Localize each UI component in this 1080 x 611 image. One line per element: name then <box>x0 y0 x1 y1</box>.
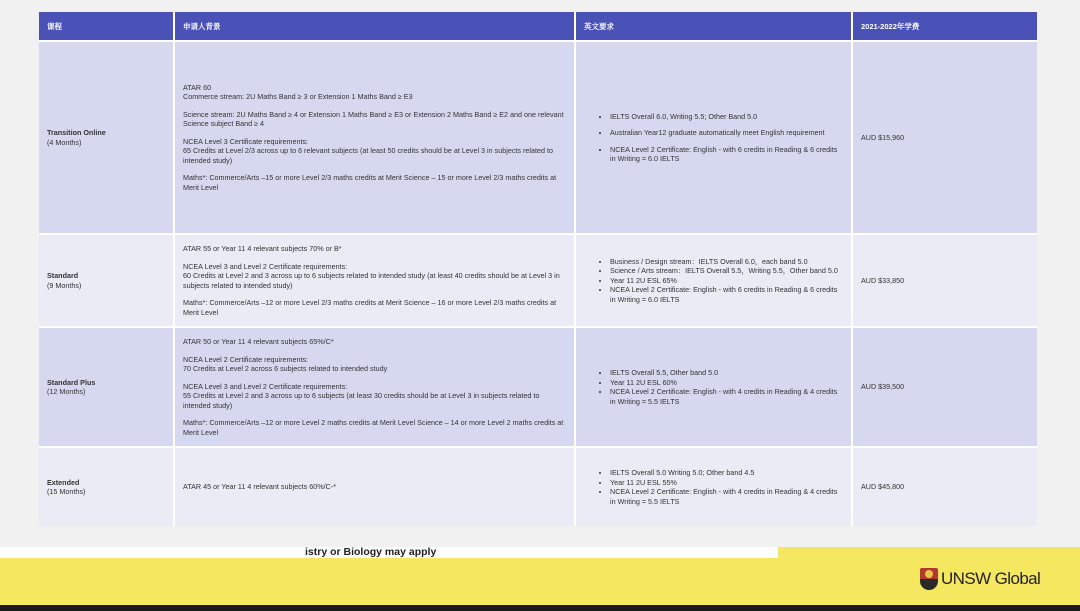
english-list <box>584 257 843 305</box>
course-cell <box>39 234 174 327</box>
background-text: Maths*: Commerce/Arts –12 or more Level 2/3 maths credits at Merit Science – 16 or more Level 2/3 maths credits at Merit Level <box>183 298 557 317</box>
english-list <box>584 112 843 164</box>
header-course: 课程 <box>39 12 174 41</box>
footer-note <box>305 547 436 558</box>
list-item: • NCEA Level 2 Certificate: English - with 4 credits in Reading & 4 credits in Writing = 5.5 IELTS <box>610 387 843 406</box>
background-text: NCEA Level 3 and Level 2 Certificate requirements: 60 Credits at Level 2 and 3 across up to 6 subjects related to intended study (at least 40 credits should be at Level 3 in subjects related to intended study) <box>183 261 560 290</box>
list-item: • NCEA Level 2 Certificate: English - with 6 credits in Reading & 6 credits in Writing = 6.0 IELTS <box>610 145 843 164</box>
english-cell <box>575 327 852 447</box>
logo-text: UNSW Global <box>941 569 1041 588</box>
fee-cell: AUD $45,800 <box>852 447 1037 526</box>
course-name: Standard Plus <box>47 377 96 387</box>
list-item: • NCEA Level 2 Certificate: English - with 4 credits in Reading & 4 credits in Writing = 5.5 IELTS <box>610 487 843 506</box>
unsw-global-logo <box>920 566 1040 592</box>
background-text: ATAR 60 Commerce stream: 2U Maths Band ≥ 3 or Extension 1 Maths Band ≥ E3 <box>183 82 413 102</box>
table-row <box>39 41 1037 234</box>
background-cell <box>174 327 575 447</box>
course-duration: (12 Months) <box>47 387 86 396</box>
course-duration: (9 Months) <box>47 280 82 290</box>
list-item: • NCEA Level 2 Certificate: English - with 6 credits in Reading & 6 credits in Writing = 6.0 IELTS <box>610 285 843 304</box>
footer-banner <box>0 547 1080 605</box>
background-text: ATAR 45 or Year 11 4 relevant subjects 60%/C-* <box>183 482 337 492</box>
course-name: Transition Online <box>47 128 106 137</box>
fee-cell: AUD $15,960 <box>852 41 1037 234</box>
english-cell <box>575 41 852 234</box>
list-item: • Year 11 2U ESL 55% <box>610 478 843 488</box>
requirements-table <box>39 12 1037 526</box>
list-item: • IELTS Overall 5.5, Other band 5.0 <box>610 368 843 378</box>
requirements-table-container <box>39 12 1037 526</box>
english-cell <box>575 234 852 327</box>
course-cell <box>39 41 174 234</box>
course-cell <box>39 327 174 447</box>
background-text: Science stream: 2U Maths Band ≥ 4 or Extension 1 Maths Band ≥ E3 or Extension 2 Maths Band ≥ E2 and one relevant Science subject Band ≥ 4 <box>183 109 564 129</box>
background-text: NCEA Level 2 Certificate requirements: 70 Credits at Level 2 across 6 subjects related to intended study <box>183 354 388 373</box>
background-text: NCEA Level 3 and Level 2 Certificate requirements: 55 Credits at Level 2 and 3 across up to 6 subjects (at least 30 credits should be at Level 3 in subjects related to intended study) <box>183 381 540 410</box>
table-row <box>39 327 1037 447</box>
header-background: 申请人背景 <box>174 12 575 41</box>
list-item: • Science / Arts stream：IELTS Overall 5.5，Writing 5.5，Other band 5.0 <box>610 266 843 276</box>
english-list <box>584 368 843 406</box>
table-row <box>39 234 1037 327</box>
footer-note-text: istry or Biology may apply <box>305 546 437 558</box>
list-item: • IELTS Overall 6.0, Writing 5.5; Other Band 5.0 <box>610 112 843 122</box>
table-header-row <box>39 12 1037 41</box>
fee-cell: AUD $39,500 <box>852 327 1037 447</box>
course-name: Standard <box>47 271 79 280</box>
course-cell <box>39 447 174 526</box>
background-cell <box>174 41 575 234</box>
course-name: Extended <box>47 477 80 487</box>
background-text: ATAR 50 or Year 11 4 relevant subjects 65%/C* <box>183 337 334 346</box>
english-cell <box>575 447 852 526</box>
english-list <box>584 468 843 506</box>
list-item: • Business / Design stream：IELTS Overall 6.0，each band 5.0 <box>610 257 843 267</box>
list-item: • Australian Year12 graduate automatically meet English requirement <box>610 128 843 138</box>
background-text: Maths*: Commerce/Arts –15 or more Level 2/3 maths credits at Merit Science – 15 or more Level 2/3 maths credits at Merit Level <box>183 173 557 192</box>
list-item: • Year 11 2U ESL 65% <box>610 276 843 286</box>
header-fee: 2021-2022年学费 <box>852 12 1037 41</box>
list-item: • Year 11 2U ESL 60% <box>610 378 843 388</box>
background-text: NCEA Level 3 Certificate requirements: 65 Credits at Level 2/3 across up to 6 relevant subjects (at least 50 credits should be at Level 3 in subjects related to intended study) <box>183 136 553 165</box>
crest-icon <box>920 568 938 590</box>
list-item: • IELTS Overall 5.0 Writing 5.0; Other band 4.5 <box>610 468 843 478</box>
background-cell <box>174 447 575 526</box>
background-text: Maths*: Commerce/Arts –12 or more Level 2 maths credits at Merit Level Science – 14 or more Level 2 maths credits at Merit Level <box>183 418 564 437</box>
background-cell <box>174 234 575 327</box>
table-row <box>39 447 1037 526</box>
bottom-bar <box>0 605 1080 611</box>
course-duration: (15 Months) <box>47 487 86 496</box>
fee-cell: AUD $33,850 <box>852 234 1037 327</box>
background-text: ATAR 55 or Year 11 4 relevant subjects 70% or B* <box>183 244 342 253</box>
header-english: 英文要求 <box>575 12 852 41</box>
course-duration: (4 Months) <box>47 137 82 147</box>
